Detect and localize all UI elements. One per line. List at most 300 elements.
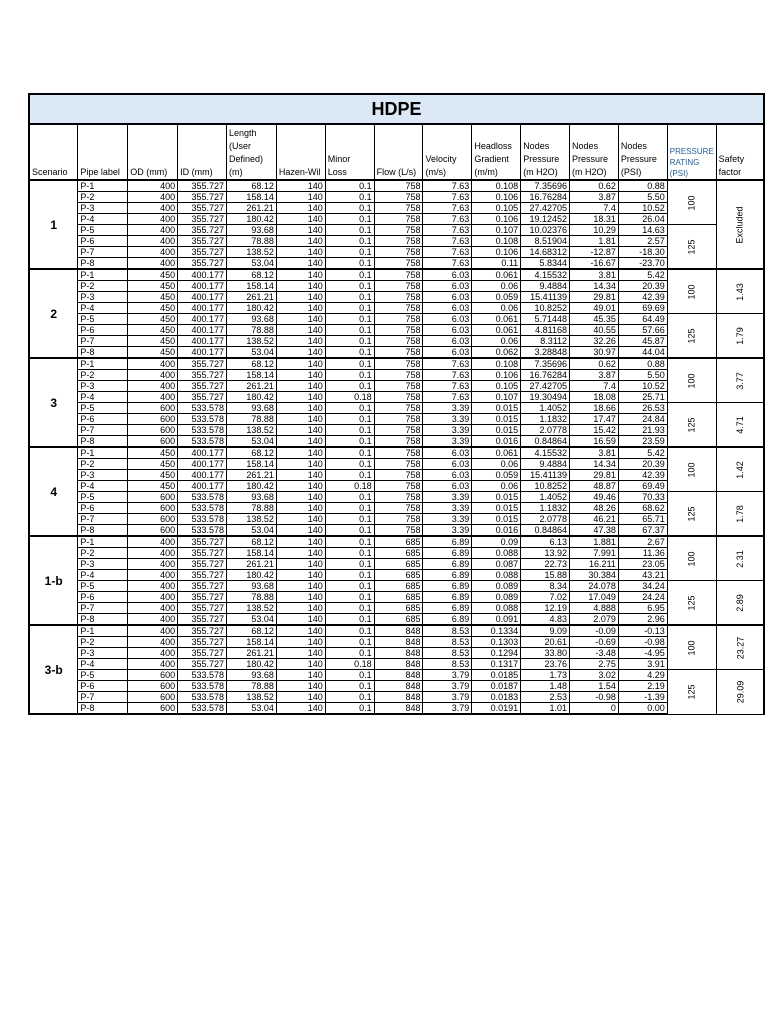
table-cell: 0.1	[325, 581, 374, 592]
table-cell: 0.015	[472, 503, 521, 514]
table-row	[29, 648, 764, 659]
column-header: PRESSURE RATING (PSI)	[667, 124, 716, 180]
table-cell: 685	[374, 570, 423, 581]
safety-factor-value: 29.09	[734, 680, 745, 704]
table-cell: 1.01	[521, 703, 570, 715]
table-cell: 0.1	[325, 492, 374, 503]
table-cell: 42.39	[618, 470, 667, 481]
pipe-label: P-1	[78, 358, 128, 370]
table-body	[29, 94, 764, 714]
table-cell: 4.15532	[521, 447, 570, 459]
table-cell: 1.1832	[521, 503, 570, 514]
table-cell: 600	[128, 703, 178, 715]
pipe-label: P-8	[78, 525, 128, 537]
table-cell: 533.578	[178, 525, 227, 537]
table-cell: 140	[276, 470, 325, 481]
table-cell: 8.53	[423, 659, 472, 670]
table-cell: 4.888	[570, 603, 619, 614]
table-cell: 0.00	[618, 703, 667, 715]
table-cell: 140	[276, 192, 325, 203]
table-cell: 400	[128, 247, 178, 258]
table-cell: 758	[374, 258, 423, 270]
table-cell: 400.177	[178, 269, 227, 281]
table-cell: 7.35696	[521, 180, 570, 192]
table-cell: 261.21	[227, 470, 277, 481]
table-cell: 27.42705	[521, 203, 570, 214]
pipe-label: P-8	[78, 347, 128, 359]
table-cell: 140	[276, 236, 325, 247]
pipe-label: P-4	[78, 303, 128, 314]
table-cell: 355.727	[178, 603, 227, 614]
table-cell: 3.79	[423, 681, 472, 692]
table-cell: 10.02376	[521, 225, 570, 236]
table-cell: 0.105	[472, 381, 521, 392]
table-cell: 15.41139	[521, 292, 570, 303]
table-cell: 67.37	[618, 525, 667, 537]
pipe-label: P-4	[78, 570, 128, 581]
table-cell: 158.14	[227, 281, 277, 292]
table-cell: 400.177	[178, 325, 227, 336]
table-cell: 355.727	[178, 225, 227, 236]
safety-factor-value: 2.89	[734, 593, 745, 612]
column-header: Velocity (m/s)	[423, 124, 472, 180]
table-cell: 15.41139	[521, 470, 570, 481]
table-cell: 7.63	[423, 225, 472, 236]
table-cell: 450	[128, 269, 178, 281]
table-row	[29, 681, 764, 692]
table-cell: 10.52	[618, 203, 667, 214]
table-cell: 0.1	[325, 381, 374, 392]
table-row	[29, 548, 764, 559]
table-cell: 10.8252	[521, 481, 570, 492]
table-cell: 758	[374, 503, 423, 514]
table-cell: 6.89	[423, 614, 472, 626]
table-cell: 0.1	[325, 247, 374, 258]
table-cell: 6.03	[423, 336, 472, 347]
table-cell: 0.09	[472, 536, 521, 548]
pressure-rating-cell	[667, 492, 716, 537]
table-cell: 140	[276, 180, 325, 192]
table-cell: -0.69	[570, 637, 619, 648]
table-cell: 140	[276, 514, 325, 525]
table-row	[29, 436, 764, 448]
table-cell: 140	[276, 414, 325, 425]
table-cell: 533.578	[178, 403, 227, 414]
pressure-rating-cell	[667, 625, 716, 670]
table-cell: 0.108	[472, 180, 521, 192]
table-cell: 0.1317	[472, 659, 521, 670]
table-cell: 140	[276, 403, 325, 414]
table-cell: 355.727	[178, 625, 227, 637]
scenario-label: 1-b	[29, 536, 78, 625]
table-cell: 0.1	[325, 403, 374, 414]
pressure-rating-value: 125	[686, 238, 697, 255]
pipe-label: P-6	[78, 592, 128, 603]
safety-factor-cell	[716, 358, 764, 403]
table-cell: 5.71448	[521, 314, 570, 325]
table-cell: 685	[374, 548, 423, 559]
table-cell: 355.727	[178, 247, 227, 258]
table-cell: 2.079	[570, 614, 619, 626]
table-cell: 21.93	[618, 425, 667, 436]
table-cell: 30.384	[570, 570, 619, 581]
pipe-label: P-7	[78, 514, 128, 525]
table-cell: 140	[276, 581, 325, 592]
table-cell: 45.87	[618, 336, 667, 347]
scenario-label: 3	[29, 358, 78, 447]
table-cell: 3.39	[423, 425, 472, 436]
table-cell: 3.91	[618, 659, 667, 670]
table-cell: 40.55	[570, 325, 619, 336]
table-cell: 7.63	[423, 192, 472, 203]
table-cell: 68.12	[227, 536, 277, 548]
table-cell: 400.177	[178, 336, 227, 347]
table-cell: 53.04	[227, 436, 277, 448]
table-cell: 685	[374, 581, 423, 592]
table-cell: 140	[276, 358, 325, 370]
table-cell: 848	[374, 625, 423, 637]
table-cell: 6.03	[423, 303, 472, 314]
table-cell: 6.89	[423, 559, 472, 570]
pipe-label: P-6	[78, 414, 128, 425]
pipe-label: P-3	[78, 203, 128, 214]
table-cell: 78.88	[227, 414, 277, 425]
table-cell: 758	[374, 370, 423, 381]
table-cell: 758	[374, 492, 423, 503]
table-cell: 42.39	[618, 292, 667, 303]
table-cell: 140	[276, 703, 325, 715]
column-header: Nodes Pressure (m H2O)	[570, 124, 619, 180]
table-cell: 2.0778	[521, 514, 570, 525]
table-cell: 7.63	[423, 214, 472, 225]
column-header: OD (mm)	[128, 124, 178, 180]
table-cell: 758	[374, 358, 423, 370]
table-cell: 758	[374, 292, 423, 303]
table-cell: 0.016	[472, 436, 521, 448]
table-cell: 0.107	[472, 225, 521, 236]
table-cell: 533.578	[178, 703, 227, 715]
table-cell: 140	[276, 592, 325, 603]
table-cell: 355.727	[178, 180, 227, 192]
table-cell: 0.106	[472, 214, 521, 225]
table-cell: 10.29	[570, 225, 619, 236]
table-cell: 355.727	[178, 381, 227, 392]
safety-factor-value: 1.42	[734, 460, 745, 479]
table-cell: 15.88	[521, 570, 570, 581]
table-cell: 600	[128, 425, 178, 436]
table-cell: 0.1	[325, 625, 374, 637]
table-cell: 0.88	[618, 358, 667, 370]
table-cell: 355.727	[178, 559, 227, 570]
table-cell: 138.52	[227, 425, 277, 436]
pipe-label: P-5	[78, 403, 128, 414]
table-cell: 78.88	[227, 592, 277, 603]
table-cell: 158.14	[227, 192, 277, 203]
table-cell: 12.19	[521, 603, 570, 614]
table-cell: 6.95	[618, 603, 667, 614]
table-cell: 6.89	[423, 581, 472, 592]
table-cell: 6.03	[423, 269, 472, 281]
table-cell: 0.015	[472, 492, 521, 503]
table-cell: 3.39	[423, 436, 472, 448]
table-cell: 848	[374, 670, 423, 681]
table-cell: 78.88	[227, 236, 277, 247]
pipe-label: P-1	[78, 180, 128, 192]
table-cell: 6.89	[423, 570, 472, 581]
table-cell: 140	[276, 314, 325, 325]
table-cell: 0.1	[325, 514, 374, 525]
table-row	[29, 414, 764, 425]
table-cell: 355.727	[178, 214, 227, 225]
table-cell: 6.13	[521, 536, 570, 548]
table-cell: 138.52	[227, 247, 277, 258]
table-cell: 33.80	[521, 648, 570, 659]
table-cell: 10.52	[618, 381, 667, 392]
table-cell: -0.09	[570, 625, 619, 637]
table-cell: 140	[276, 670, 325, 681]
table-cell: 6.89	[423, 603, 472, 614]
table-cell: 18.08	[570, 392, 619, 403]
table-cell: 140	[276, 692, 325, 703]
table-cell: 0.106	[472, 370, 521, 381]
table-cell: 20.39	[618, 281, 667, 292]
table-cell: 758	[374, 247, 423, 258]
table-row	[29, 381, 764, 392]
pressure-rating-value: 125	[686, 594, 697, 611]
table-cell: 400.177	[178, 347, 227, 359]
title-row	[29, 94, 764, 124]
table-cell: 68.12	[227, 625, 277, 637]
table-cell: 0.107	[472, 392, 521, 403]
table-cell: 30.97	[570, 347, 619, 359]
header-row	[29, 124, 764, 180]
table-cell: 2.19	[618, 681, 667, 692]
table-cell: 0.015	[472, 514, 521, 525]
pipe-label: P-8	[78, 436, 128, 448]
table-cell: 180.42	[227, 481, 277, 492]
pipe-label: P-1	[78, 536, 128, 548]
table-cell: 400	[128, 203, 178, 214]
table-cell: 7.63	[423, 258, 472, 270]
table-cell: 400	[128, 370, 178, 381]
scenario-label: 3-b	[29, 625, 78, 714]
table-cell: 20.39	[618, 459, 667, 470]
safety-factor-value: 1.78	[734, 504, 745, 523]
table-cell: 600	[128, 492, 178, 503]
safety-factor-cell	[716, 447, 764, 492]
table-cell: 6.03	[423, 281, 472, 292]
table-cell: 533.578	[178, 681, 227, 692]
table-cell: 19.30494	[521, 392, 570, 403]
table-cell: 450	[128, 314, 178, 325]
table-cell: 7.35696	[521, 358, 570, 370]
table-cell: 685	[374, 536, 423, 548]
table-row	[29, 536, 764, 548]
table-cell: 600	[128, 525, 178, 537]
table-cell: 140	[276, 336, 325, 347]
table-cell: 400.177	[178, 303, 227, 314]
table-cell: 18.66	[570, 403, 619, 414]
table-cell: 355.727	[178, 392, 227, 403]
table-cell: 0.1	[325, 258, 374, 270]
table-row	[29, 581, 764, 592]
pressure-rating-cell	[667, 358, 716, 403]
table-cell: 140	[276, 625, 325, 637]
table-cell: 24.24	[618, 592, 667, 603]
table-cell: 5.42	[618, 269, 667, 281]
table-cell: 355.727	[178, 358, 227, 370]
table-cell: 140	[276, 269, 325, 281]
table-cell: 0.1	[325, 358, 374, 370]
table-row	[29, 225, 764, 236]
pressure-rating-cell	[667, 670, 716, 715]
table-cell: 180.42	[227, 303, 277, 314]
table-cell: 140	[276, 447, 325, 459]
column-header: Hazen-Wil	[276, 124, 325, 180]
table-cell: 64.49	[618, 314, 667, 325]
table-cell: 43.21	[618, 570, 667, 581]
table-cell: 8.53	[423, 637, 472, 648]
table-cell: 0.1	[325, 670, 374, 681]
table-cell: 355.727	[178, 236, 227, 247]
table-row	[29, 692, 764, 703]
table-row	[29, 559, 764, 570]
table-cell: 140	[276, 648, 325, 659]
table-cell: 180.42	[227, 659, 277, 670]
table-cell: 0.061	[472, 314, 521, 325]
table-cell: 0.11	[472, 258, 521, 270]
table-cell: 0.1	[325, 436, 374, 448]
pipe-label: P-5	[78, 314, 128, 325]
table-cell: 355.727	[178, 570, 227, 581]
table-cell: 0.105	[472, 203, 521, 214]
table-row	[29, 670, 764, 681]
table-row	[29, 336, 764, 347]
table-cell: 14.34	[570, 281, 619, 292]
table-cell: 600	[128, 403, 178, 414]
table-cell: 400	[128, 637, 178, 648]
table-cell: 0.059	[472, 470, 521, 481]
pipe-label: P-5	[78, 670, 128, 681]
pipe-label: P-5	[78, 581, 128, 592]
table-cell: 848	[374, 648, 423, 659]
pipe-label: P-6	[78, 681, 128, 692]
table-cell: -0.98	[570, 692, 619, 703]
table-cell: 533.578	[178, 492, 227, 503]
table-cell: 2.53	[521, 692, 570, 703]
table-cell: 0.088	[472, 570, 521, 581]
pressure-rating-value: 125	[686, 505, 697, 522]
pressure-rating-value: 125	[686, 327, 697, 344]
table-cell: 3.79	[423, 692, 472, 703]
table-cell: 758	[374, 303, 423, 314]
table-cell: 400	[128, 648, 178, 659]
safety-factor-cell	[716, 403, 764, 448]
table-cell: 400.177	[178, 281, 227, 292]
table-row	[29, 247, 764, 258]
table-cell: 158.14	[227, 548, 277, 559]
safety-factor-cell	[716, 180, 764, 269]
table-cell: 400	[128, 581, 178, 592]
table-cell: 20.61	[521, 637, 570, 648]
pipe-label: P-8	[78, 614, 128, 626]
table-cell: 8.34	[521, 581, 570, 592]
table-cell: 758	[374, 336, 423, 347]
table-cell: 400	[128, 392, 178, 403]
table-cell: 758	[374, 180, 423, 192]
table-cell: 3.02	[570, 670, 619, 681]
table-cell: 45.35	[570, 314, 619, 325]
table-cell: 180.42	[227, 214, 277, 225]
table-cell: 848	[374, 681, 423, 692]
table-cell: 138.52	[227, 603, 277, 614]
table-cell: 355.727	[178, 648, 227, 659]
table-cell: 180.42	[227, 570, 277, 581]
table-cell: 138.52	[227, 692, 277, 703]
table-cell: 0.62	[570, 180, 619, 192]
table-cell: 355.727	[178, 203, 227, 214]
pipe-label: P-5	[78, 492, 128, 503]
table-cell: 0.1	[325, 459, 374, 470]
table-cell: 3.28848	[521, 347, 570, 359]
table-cell: 0.06	[472, 336, 521, 347]
pressure-rating-cell	[667, 403, 716, 448]
table-row	[29, 603, 764, 614]
table-cell: 758	[374, 314, 423, 325]
safety-factor-value: 23.27	[734, 636, 745, 659]
table-cell: 7.63	[423, 247, 472, 258]
table-cell: 7.63	[423, 203, 472, 214]
column-header: Pipe label	[78, 124, 128, 180]
table-cell: -23.70	[618, 258, 667, 270]
table-cell: 7.02	[521, 592, 570, 603]
table-cell: 3.81	[570, 447, 619, 459]
table-cell: 0.1	[325, 236, 374, 247]
table-cell: 29.81	[570, 470, 619, 481]
table-cell: 78.88	[227, 681, 277, 692]
table-cell: 848	[374, 703, 423, 715]
table-row	[29, 314, 764, 325]
table-cell: 450	[128, 303, 178, 314]
table-cell: 2.75	[570, 659, 619, 670]
table-cell: 0.0187	[472, 681, 521, 692]
table-cell: 9.4884	[521, 281, 570, 292]
table-cell: 0.06	[472, 481, 521, 492]
table-cell: -1.39	[618, 692, 667, 703]
table-cell: 533.578	[178, 436, 227, 448]
table-cell: 758	[374, 214, 423, 225]
pipe-label: P-4	[78, 659, 128, 670]
table-cell: 7.63	[423, 381, 472, 392]
table-cell: 0.18	[325, 481, 374, 492]
table-cell: 0.108	[472, 236, 521, 247]
table-cell: 848	[374, 637, 423, 648]
table-cell: 3.87	[570, 192, 619, 203]
table-cell: 140	[276, 481, 325, 492]
table-row	[29, 281, 764, 292]
table-cell: 400	[128, 214, 178, 225]
table-cell: -0.98	[618, 637, 667, 648]
table-cell: 0.84864	[521, 436, 570, 448]
pipe-label: P-2	[78, 459, 128, 470]
table-cell: 600	[128, 681, 178, 692]
table-cell: 7.63	[423, 180, 472, 192]
table-cell: 138.52	[227, 336, 277, 347]
table-cell: 685	[374, 592, 423, 603]
table-cell: 450	[128, 325, 178, 336]
hdpe-table-sheet	[28, 93, 765, 715]
table-cell: 0.062	[472, 347, 521, 359]
